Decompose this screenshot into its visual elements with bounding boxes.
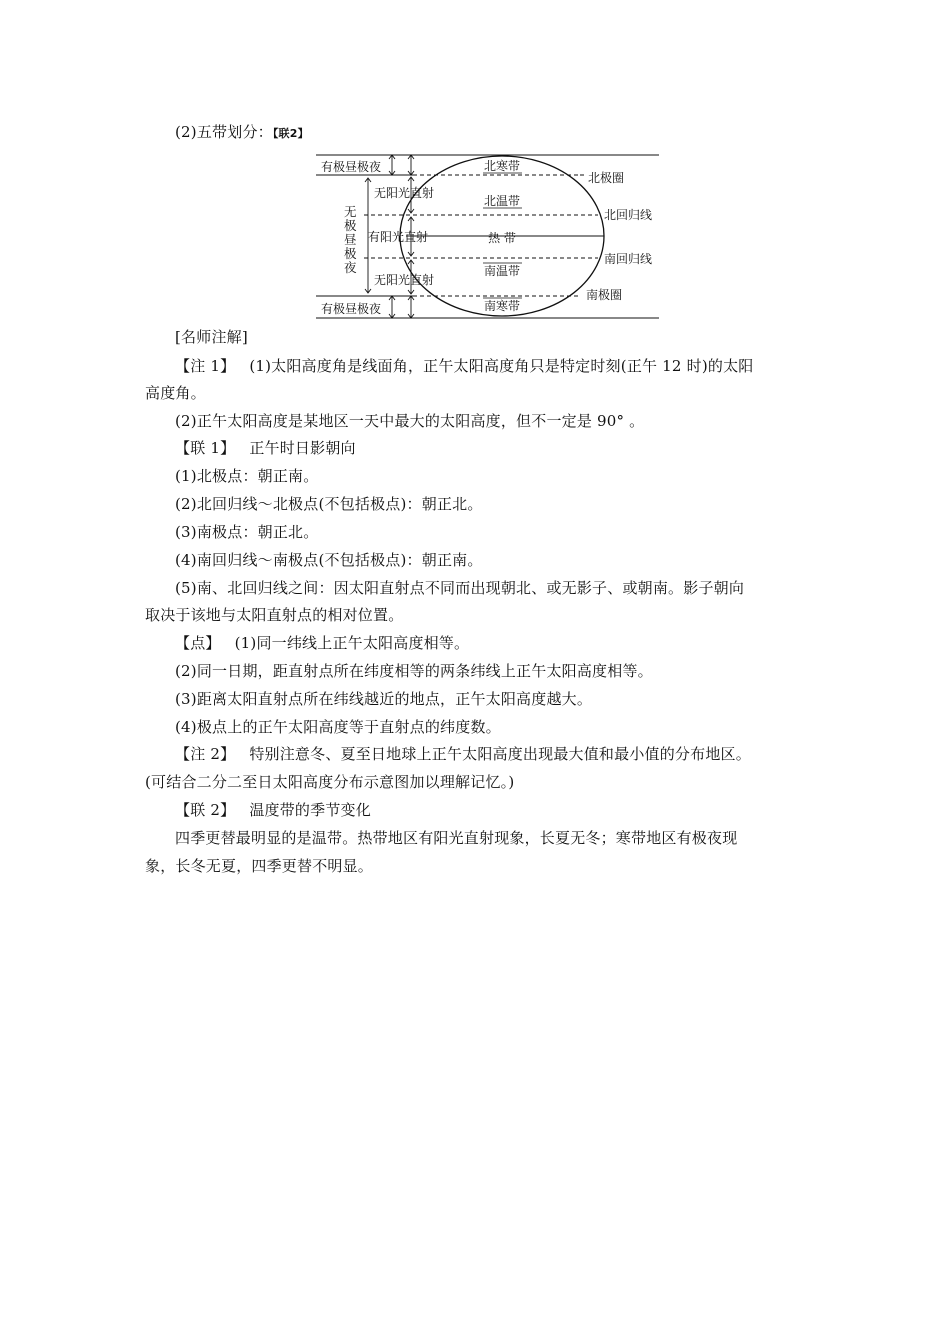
note-line: (4)南回归线～南极点(不包括极点)：朝正南。 (175, 551, 483, 569)
note-label: 【联 2】 (175, 801, 236, 819)
note-line: (2)同一日期，距直射点所在纬度相等的两条纬线上正午太阳高度相等。 (175, 662, 653, 680)
zone-south-temperate: 南温带 (483, 264, 521, 278)
label-arctic-circle: 北极圈 (588, 171, 625, 185)
label-tropic-capricorn: 南回归线 (604, 252, 653, 266)
note-text: (1)太阳高度角是线面角，正午太阳高度角只是特定时刻(正午 12 时)的太阳 (249, 357, 754, 375)
note-text: 温度带的季节变化 (249, 801, 371, 819)
note-line: (2)北回归线～北极点(不包括极点)：朝正北。 (175, 495, 483, 513)
note-line: 象，长冬无夏，四季更替不明显。 (145, 857, 374, 875)
label-no-sun-south: 无阳光直射 (374, 273, 435, 287)
zone-north-frigid: 北寒带 (483, 159, 521, 173)
note-text: 特别注意冬、夏至日地球上正午太阳高度出现最大值和最小值的分布地区。 (249, 745, 751, 763)
note-label: 【点】 (175, 634, 221, 652)
note-line: 四季更替最明显的是温带。热带地区有阳光直射现象，长夏无冬；寒带地区有极夜现 (175, 829, 738, 847)
note-line (175, 438, 356, 458)
note-label: 【注 2】 (175, 745, 236, 763)
note-text: 正午时日影朝向 (249, 439, 356, 457)
no-polar-char-4: 极 (344, 246, 357, 261)
note-line: (3)距离太阳直射点所在纬线越近的地点，正午太阳高度越大。 (175, 690, 593, 708)
no-polar-char-1: 无 (344, 204, 357, 219)
label-has-sun: 有阳光直射 (368, 230, 429, 244)
five-zones-diagram (316, 150, 666, 322)
zone-south-frigid: 南寒带 (483, 299, 521, 313)
label-bottom-polar: 有极昼极夜 (321, 302, 382, 316)
note-text: (1)同一纬线上正午太阳高度相等。 (234, 634, 470, 652)
note-line (175, 744, 751, 764)
note-line: (4)极点上的正午太阳高度等于直射点的纬度数。 (175, 718, 501, 736)
note-line: (5)南、北回归线之间：因太阳直射点不同而出现朝北、或无影子、或朝南。影子朝向 (175, 579, 745, 597)
zone-tropical: 热 带 (488, 231, 516, 245)
section-title: [名师注解] (175, 328, 248, 346)
heading-ref: 【联2】 (272, 127, 309, 140)
label-antarctic-circle: 南极圈 (586, 288, 623, 302)
note-line: 取决于该地与太阳直射点的相对位置。 (145, 606, 404, 624)
note-line: (3)南极点：朝正北。 (175, 523, 319, 541)
no-polar-char-2: 极 (344, 218, 357, 233)
no-polar-char-5: 夜 (344, 260, 357, 275)
note-line: (2)正午太阳高度是某地区一天中最大的太阳高度，但不一定是 90° 。 (175, 412, 645, 430)
label-top-polar: 有极昼极夜 (321, 160, 382, 174)
note-line (175, 356, 754, 376)
note-label: 【联 1】 (175, 439, 236, 457)
zone-north-temperate: 北温带 (483, 194, 521, 208)
note-line (175, 633, 469, 653)
label-tropic-cancer: 北回归线 (604, 208, 653, 222)
label-no-sun-north: 无阳光直射 (374, 186, 435, 200)
note-line: (1)北极点：朝正南。 (175, 467, 319, 485)
heading-text: (2)五带划分： (175, 123, 273, 141)
no-polar-char-3: 昼 (344, 232, 357, 247)
section-heading (175, 122, 309, 144)
note-label: 【注 1】 (175, 357, 236, 375)
note-line: 高度角。 (145, 384, 206, 402)
note-line (175, 800, 371, 820)
note-line: (可结合二分二至日太阳高度分布示意图加以理解记忆。) (145, 773, 515, 791)
